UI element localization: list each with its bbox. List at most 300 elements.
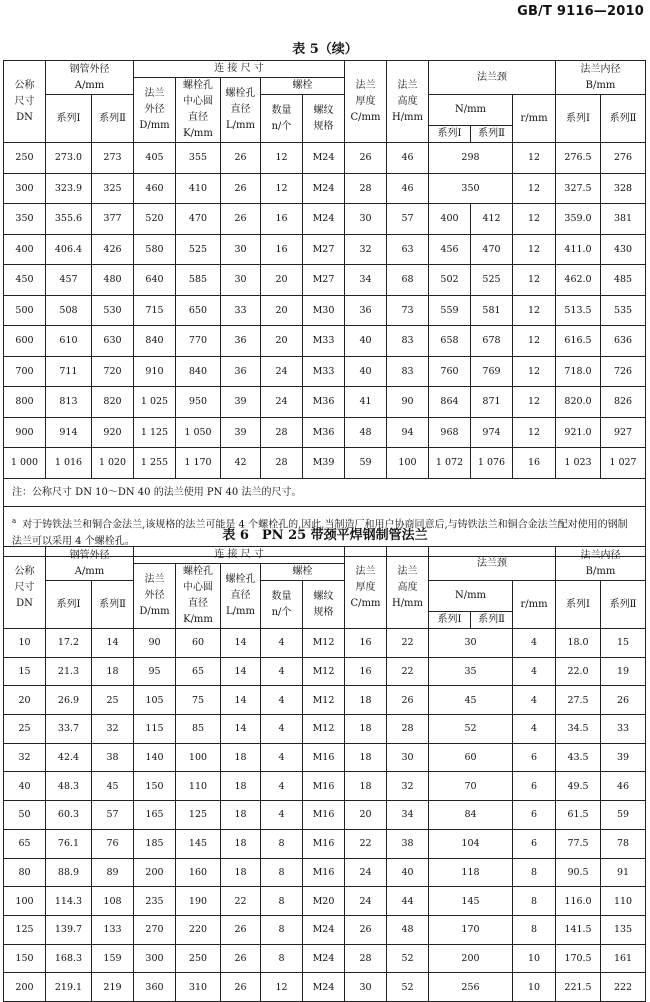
table-cell: 18 <box>221 829 261 858</box>
table-cell: 24 <box>345 887 387 916</box>
table-cell: 105 <box>134 686 176 715</box>
table-cell: 520 <box>134 204 176 235</box>
table-cell: 18 <box>345 715 387 744</box>
header-bolt: 螺栓 <box>261 564 345 581</box>
table-cell: 168.3 <box>46 944 92 973</box>
table-cell: 12 <box>513 387 556 418</box>
table-cell: 8 <box>513 858 556 887</box>
table-cell: 161 <box>601 944 646 973</box>
table-cell: 20 <box>261 326 303 357</box>
table-cell: 14 <box>221 715 261 744</box>
table-cell: 6 <box>513 801 556 830</box>
table5-caption: 表 5（续） <box>292 42 358 57</box>
table-cell: 100 <box>176 743 221 772</box>
table-cell: 46 <box>387 173 429 204</box>
header-bore: 法兰内径 B/mm <box>556 61 646 95</box>
table-cell: 52 <box>387 973 429 1002</box>
table-cell: 616.5 <box>556 326 601 357</box>
table-cell: 88.9 <box>46 858 92 887</box>
table-cell: 26 <box>221 944 261 973</box>
table-cell: 75 <box>176 686 221 715</box>
table-cell: 12 <box>261 173 303 204</box>
table-cell: 34 <box>387 801 429 830</box>
table-cell: 770 <box>176 326 221 357</box>
table-cell: 91 <box>601 858 646 887</box>
table-row <box>4 387 646 418</box>
table-cell: 581 <box>471 295 513 326</box>
table-cell: 10 <box>513 973 556 1002</box>
table-cell: 6 <box>513 829 556 858</box>
table-cell: 559 <box>429 295 471 326</box>
table-cell: 405 <box>134 143 176 174</box>
table-cell: 14 <box>92 629 134 658</box>
table-row <box>4 657 646 686</box>
table-cell: 139.7 <box>46 915 92 944</box>
table-cell: 22 <box>387 629 429 658</box>
header-n-mm: N/mm <box>429 95 513 126</box>
table-cell: 325 <box>92 173 134 204</box>
table-cell: 94 <box>387 417 429 448</box>
table-row <box>4 295 646 326</box>
table-cell: 28 <box>261 448 303 479</box>
table-cell: 968 <box>429 417 471 448</box>
table-cell: 108 <box>92 887 134 916</box>
table-row <box>4 801 646 830</box>
header-series-1: 系列Ⅰ <box>429 612 471 629</box>
table-row <box>4 326 646 357</box>
table-cell: 470 <box>176 204 221 235</box>
table-cell: 235 <box>134 887 176 916</box>
header-series-1: 系列Ⅰ <box>556 95 601 143</box>
table-cell: 900 <box>4 417 46 448</box>
header-connection: 连 接 尺 寸 <box>134 61 345 78</box>
table-cell: M33 <box>303 326 345 357</box>
table-cell: 298 <box>429 143 513 174</box>
table-cell: 35 <box>429 657 513 686</box>
table-cell: 100 <box>4 887 46 916</box>
table-cell: 17.2 <box>46 629 92 658</box>
header-n-mm: N/mm <box>429 581 513 612</box>
table-cell: 8 <box>261 915 303 944</box>
table-cell: 59 <box>345 448 387 479</box>
table-cell: 1 255 <box>134 448 176 479</box>
table-cell: M27 <box>303 265 345 296</box>
table-cell: 12 <box>513 326 556 357</box>
table-cell: 1 125 <box>134 417 176 448</box>
table-cell: 125 <box>4 915 46 944</box>
table-cell: 360 <box>134 973 176 1002</box>
table-cell: M33 <box>303 356 345 387</box>
table-cell: 502 <box>429 265 471 296</box>
table-row <box>4 858 646 887</box>
table-cell: 4 <box>261 657 303 686</box>
header-qty: 数量 n/个 <box>261 95 303 143</box>
header-dn: 公称 尺寸 DN <box>4 547 46 629</box>
table-cell: 141.5 <box>556 915 601 944</box>
header-thickness: 法兰 厚度 C/mm <box>345 61 387 143</box>
table-cell: 135 <box>601 915 646 944</box>
table-cell: 84 <box>429 801 513 830</box>
table-cell: 90 <box>134 629 176 658</box>
table-cell: M39 <box>303 448 345 479</box>
table-cell: M20 <box>303 887 345 916</box>
table-cell: 610 <box>46 326 92 357</box>
table-cell: 4 <box>261 801 303 830</box>
table-cell: 170.5 <box>556 944 601 973</box>
table-cell: 48 <box>387 915 429 944</box>
table-cell: 165 <box>134 801 176 830</box>
table-cell: 12 <box>513 204 556 235</box>
table-cell: 52 <box>429 715 513 744</box>
header-neck: 法兰颈 <box>429 61 556 95</box>
table-cell: 840 <box>134 326 176 357</box>
table-cell: M24 <box>303 143 345 174</box>
table-cell: 18 <box>221 801 261 830</box>
table-cell: 4 <box>261 715 303 744</box>
table-cell: 57 <box>92 801 134 830</box>
table-cell: M16 <box>303 772 345 801</box>
header-series-1: 系列Ⅰ <box>46 581 92 629</box>
table-cell: 530 <box>92 295 134 326</box>
table-cell: 718.0 <box>556 356 601 387</box>
table-row <box>4 356 646 387</box>
table-cell: 8 <box>261 829 303 858</box>
table-cell: 14 <box>221 657 261 686</box>
table-cell: 16 <box>345 629 387 658</box>
table-cell: 1 023 <box>556 448 601 479</box>
table-row <box>4 204 646 235</box>
table-row <box>4 173 646 204</box>
table-cell: 1 050 <box>176 417 221 448</box>
table-cell: 8 <box>261 887 303 916</box>
table-cell: 200 <box>4 973 46 1002</box>
table-cell: 678 <box>471 326 513 357</box>
table-cell: 185 <box>134 829 176 858</box>
table-cell: 70 <box>429 772 513 801</box>
table-cell: 4 <box>261 772 303 801</box>
table-cell: 24 <box>345 858 387 887</box>
table-cell: 40 <box>387 858 429 887</box>
table-cell: 45 <box>92 772 134 801</box>
table-cell: 910 <box>134 356 176 387</box>
table-cell: 500 <box>4 295 46 326</box>
table-cell: 49.5 <box>556 772 601 801</box>
table-row <box>4 143 646 174</box>
header-flange-od: 法兰 外径 D/mm <box>134 78 176 143</box>
header-series-2: 系列Ⅱ <box>601 581 646 629</box>
table-cell: 140 <box>134 743 176 772</box>
table-cell: 200 <box>134 858 176 887</box>
table-cell: 10 <box>4 629 46 658</box>
table-cell: 200 <box>429 944 513 973</box>
table-cell: 39 <box>221 417 261 448</box>
table-cell: 813 <box>46 387 92 418</box>
table-cell: M27 <box>303 234 345 265</box>
header-r-mm: r/mm <box>513 581 556 629</box>
table-row <box>4 417 646 448</box>
table-cell: 133 <box>92 915 134 944</box>
table-cell: 110 <box>176 772 221 801</box>
table-cell: 27.5 <box>556 686 601 715</box>
table-cell: M24 <box>303 944 345 973</box>
table-cell: 18 <box>345 686 387 715</box>
table-cell: 85 <box>176 715 221 744</box>
table-row <box>4 915 646 944</box>
table-cell: 36 <box>221 326 261 357</box>
header-neck: 法兰颈 <box>429 547 556 581</box>
table-cell: 535 <box>601 295 646 326</box>
table-row <box>4 686 646 715</box>
table-cell: 840 <box>176 356 221 387</box>
table-cell: 411.0 <box>556 234 601 265</box>
table-cell: 26 <box>221 915 261 944</box>
table-cell: 220 <box>176 915 221 944</box>
table-cell: 15 <box>4 657 46 686</box>
table-cell: 46 <box>387 143 429 174</box>
table-cell: 456 <box>429 234 471 265</box>
table-cell: 1 000 <box>4 448 46 479</box>
table6 <box>3 546 646 1002</box>
table-cell: 800 <box>4 387 46 418</box>
table-cell: 42.4 <box>46 743 92 772</box>
table-cell: 450 <box>4 265 46 296</box>
table-cell: 32 <box>92 715 134 744</box>
table-cell: 60 <box>176 629 221 658</box>
table-cell: 76 <box>92 829 134 858</box>
table-cell: 28 <box>261 417 303 448</box>
table-cell: 16 <box>261 234 303 265</box>
table-cell: 159 <box>92 944 134 973</box>
table-cell: 20 <box>261 295 303 326</box>
table-cell: 4 <box>513 629 556 658</box>
header-bolt-hole: 螺栓孔 直径 L/mm <box>221 564 261 629</box>
table-cell: 300 <box>134 944 176 973</box>
table-cell: 60.3 <box>46 801 92 830</box>
table-cell: 273.0 <box>46 143 92 174</box>
table-cell: 276 <box>601 143 646 174</box>
table-cell: 711 <box>46 356 92 387</box>
table-cell: 760 <box>429 356 471 387</box>
table-cell: 470 <box>471 234 513 265</box>
table-cell: 460 <box>134 173 176 204</box>
table-cell: 41 <box>345 387 387 418</box>
table-cell: M12 <box>303 629 345 658</box>
table-cell: M12 <box>303 657 345 686</box>
table-cell: 104 <box>429 829 513 858</box>
table6-caption: 表 6 PN 25 带颈平焊钢制管法兰 <box>222 528 428 543</box>
table-row <box>4 887 646 916</box>
table-row <box>4 973 646 1002</box>
table-cell: 48.3 <box>46 772 92 801</box>
header-steel-od: 钢管外径 A/mm <box>46 547 134 581</box>
header-connection: 连 接 尺 寸 <box>134 547 345 564</box>
table-cell: 16 <box>345 657 387 686</box>
table-row <box>4 234 646 265</box>
table-cell: 355 <box>176 143 221 174</box>
table-cell: 658 <box>429 326 471 357</box>
table-cell: 1 016 <box>46 448 92 479</box>
footnote-mark: a <box>12 516 17 525</box>
table-cell: 22.0 <box>556 657 601 686</box>
table-cell: M30 <box>303 295 345 326</box>
table-cell: 580 <box>134 234 176 265</box>
table-cell: 43.5 <box>556 743 601 772</box>
table-cell: 22 <box>345 829 387 858</box>
table-cell: 8 <box>513 887 556 916</box>
header-dn: 公称 尺寸 DN <box>4 61 46 143</box>
table-cell: 927 <box>601 417 646 448</box>
table-cell: 12 <box>513 356 556 387</box>
table-cell: 412 <box>471 204 513 235</box>
table-cell: 4 <box>513 657 556 686</box>
table-cell: 18 <box>345 772 387 801</box>
table-cell: 1 076 <box>471 448 513 479</box>
table-cell: 920 <box>92 417 134 448</box>
table-row <box>4 265 646 296</box>
table-cell: 125 <box>176 801 221 830</box>
table-cell: 26.9 <box>46 686 92 715</box>
table-cell: 30 <box>345 973 387 1002</box>
table-cell: 769 <box>471 356 513 387</box>
table-cell: 864 <box>429 387 471 418</box>
table-cell: 90 <box>387 387 429 418</box>
table-cell: 25 <box>4 715 46 744</box>
table-cell: 14 <box>221 629 261 658</box>
table-cell: 90.5 <box>556 858 601 887</box>
table-cell: 355.6 <box>46 204 92 235</box>
table-cell: 26 <box>221 143 261 174</box>
table-cell: 400 <box>429 204 471 235</box>
table-cell: 38 <box>387 829 429 858</box>
table-cell: 8 <box>513 915 556 944</box>
table-cell: 12 <box>513 417 556 448</box>
table-cell: 160 <box>176 858 221 887</box>
table-cell: 42 <box>221 448 261 479</box>
table-footnote: $^a$ 对于铸铁法兰和铜合金法兰,该规格的法兰可能是 4 个螺栓孔的,因此,当制造厂和用户协商同意后,与铸铁法兰和铜合金法兰配对使用的钢制法兰可以采用 4 个螺栓孔。 <box>4 506 646 556</box>
table-cell: 18 <box>221 743 261 772</box>
table-cell: M12 <box>303 715 345 744</box>
table-cell: 33 <box>221 295 261 326</box>
table-cell: 12 <box>513 143 556 174</box>
table-cell: 30 <box>345 204 387 235</box>
header-flange-od: 法兰 外径 D/mm <box>134 564 176 629</box>
table-cell: 18 <box>345 743 387 772</box>
table-cell: 406.4 <box>46 234 92 265</box>
table-cell: 26 <box>601 686 646 715</box>
table-cell: 4 <box>261 686 303 715</box>
header-qty: 数量 n/个 <box>261 581 303 629</box>
table-cell: 12 <box>513 295 556 326</box>
table-cell: 250 <box>4 143 46 174</box>
table-cell: 39 <box>601 743 646 772</box>
table-cell: 12 <box>513 234 556 265</box>
table-cell: 170 <box>429 915 513 944</box>
table-cell: 513.5 <box>556 295 601 326</box>
table-cell: 328 <box>601 173 646 204</box>
table-row <box>4 772 646 801</box>
table-cell: 34.5 <box>556 715 601 744</box>
table-cell: M36 <box>303 387 345 418</box>
table-cell: 36 <box>345 295 387 326</box>
table-cell: 4 <box>513 686 556 715</box>
table-cell: 40 <box>4 772 46 801</box>
table-cell: 26 <box>221 204 261 235</box>
header-r-mm: r/mm <box>513 95 556 143</box>
table-cell: 950 <box>176 387 221 418</box>
table-cell: 30 <box>387 743 429 772</box>
table-cell: 16 <box>261 204 303 235</box>
table-cell: M24 <box>303 173 345 204</box>
table-cell: 350 <box>429 173 513 204</box>
header-series-2: 系列Ⅱ <box>92 95 134 143</box>
table-cell: 14 <box>221 686 261 715</box>
table-cell: 145 <box>176 829 221 858</box>
table-cell: 256 <box>429 973 513 1002</box>
header-height: 法兰 高度 H/mm <box>387 61 429 143</box>
table-cell: 78 <box>601 829 646 858</box>
table-cell: 377 <box>92 204 134 235</box>
table-cell: 323.9 <box>46 173 92 204</box>
table-cell: 38 <box>92 743 134 772</box>
table-cell: 30 <box>429 629 513 658</box>
table-cell: 30 <box>221 234 261 265</box>
table-cell: 12 <box>261 973 303 1002</box>
table-cell: 640 <box>134 265 176 296</box>
table-cell: M12 <box>303 686 345 715</box>
header-series-1: 系列Ⅰ <box>429 126 471 143</box>
header-series-2: 系列Ⅱ <box>471 612 513 629</box>
table-cell: 65 <box>4 829 46 858</box>
table-cell: 462.0 <box>556 265 601 296</box>
table-cell: 18 <box>221 772 261 801</box>
table-cell: 525 <box>176 234 221 265</box>
table-cell: 1 072 <box>429 448 471 479</box>
table-cell: 40 <box>345 326 387 357</box>
table-cell: 6 <box>513 743 556 772</box>
table-cell: 585 <box>176 265 221 296</box>
table-cell: 40 <box>345 356 387 387</box>
table-cell: M16 <box>303 829 345 858</box>
table-note: 注：公称尺寸 DN 10～DN 40 的法兰使用 PN 40 法兰的尺寸。 <box>4 478 646 506</box>
header-bolt: 螺栓 <box>261 78 345 95</box>
table-cell: 60 <box>429 743 513 772</box>
table-cell: 222 <box>601 973 646 1002</box>
table-cell: 57 <box>387 204 429 235</box>
table-cell: 820 <box>92 387 134 418</box>
table-cell: M24 <box>303 204 345 235</box>
header-thread: 螺纹 规格 <box>303 581 345 629</box>
table-cell: 974 <box>471 417 513 448</box>
header-bolt-circle: 螺栓孔 中心圆 直径 K/mm <box>176 78 221 143</box>
table-cell: 20 <box>345 801 387 830</box>
table-cell: 457 <box>46 265 92 296</box>
table-cell: 485 <box>601 265 646 296</box>
table-cell: 26 <box>221 973 261 1002</box>
header-series-2: 系列Ⅱ <box>601 95 646 143</box>
table-cell: 32 <box>4 743 46 772</box>
header-series-1: 系列Ⅰ <box>46 95 92 143</box>
table-cell: 100 <box>387 448 429 479</box>
table-cell: 50 <box>4 801 46 830</box>
header-series-1: 系列Ⅰ <box>556 581 601 629</box>
table-cell: 700 <box>4 356 46 387</box>
table-cell: 30 <box>221 265 261 296</box>
table-cell: 32 <box>345 234 387 265</box>
table-cell: 426 <box>92 234 134 265</box>
table-cell: 15 <box>601 629 646 658</box>
table-cell: 45 <box>429 686 513 715</box>
table-cell: 95 <box>134 657 176 686</box>
